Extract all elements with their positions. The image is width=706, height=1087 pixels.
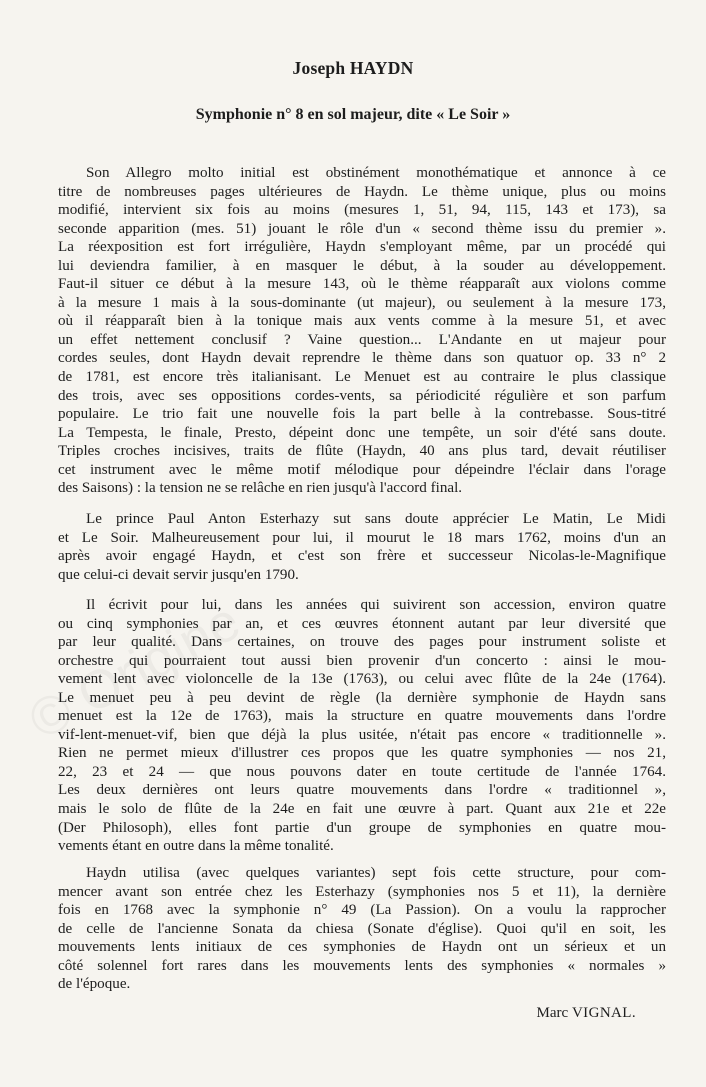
paragraph-structure bbox=[58, 864, 666, 994]
text-line: Le prince Paul Anton Esterhazy sut sans doute apprécier Le Matin, Le Midi bbox=[86, 511, 666, 527]
text-line: après avoir engagé Haydn, et c'est son frère et successeur Nicolas-le-Magnifique bbox=[58, 548, 666, 565]
text-line: vif-lent-menuet-vif, bien que déjà la plus usitée, n'était pas encore « traditionnelle ». bbox=[58, 726, 666, 743]
text-line: vements étant en outre dans la même tonalité. bbox=[58, 838, 334, 855]
text-line: La réexposition est fort irrégulière, Haydn s'employant même, par un procédé qui bbox=[58, 239, 666, 256]
text-line: seconde apparition (mes. 51) jouant le rôle d'un « second thème issu du premier ». bbox=[58, 220, 666, 237]
text-line: orchestre qui pourraient tout aussi bien provenir d'un concerto : ainsi le mou- bbox=[58, 652, 666, 669]
author-last-name: VIGNAL. bbox=[571, 1005, 636, 1021]
composer-heading: Joseph HAYDN bbox=[292, 58, 414, 78]
work-title: Symphonie n° 8 en sol majeur, dite « Le Soir » bbox=[195, 106, 511, 123]
paragraph-esterhazy bbox=[58, 510, 666, 584]
text-line: menuet est la 12e de 1763), mais la structure en quatre mouvements dans l'ordre bbox=[58, 708, 666, 725]
text-line: de celle de l'ancienne Sonata da chiesa (Sonate d'église). Quoi qu'il en soit, les bbox=[58, 920, 666, 937]
text-line: Les deux dernières ont leurs quatre mouvements dans l'ordre « traditionnel », bbox=[58, 782, 666, 799]
text-line: à la mesure 1 mais à la sous-dominante (ut majeur), ou seulement à la mesure 173, bbox=[58, 294, 666, 311]
text-line: et Le Soir. Malheureusement pour lui, il mourut le 18 mars 1762, moins d'un an bbox=[58, 529, 666, 546]
text-line: mais le solo de flûte de la 24e en fait une œuvre à part. Quant aux 21e et 22e bbox=[58, 801, 666, 818]
text-line: des trois, avec ses oppositions cordes-vents, sa périodicité régulière et son parfum bbox=[58, 387, 666, 404]
text-line: titre de nombreuses pages ultérieures de Haydn. Le thème unique, plus ou moins bbox=[58, 183, 666, 200]
text-line: Rien ne permet mieux d'illustrer ces propos que les quatre symphonies — nos 21, bbox=[58, 745, 666, 762]
text-line: un effet nettement conclusif ? Vaine question... L'Andante en ut majeur pour bbox=[58, 331, 666, 348]
text-line: populaire. Le trio fait une nouvelle fois la part belle à la contrebasse. Sous-titré bbox=[58, 406, 666, 423]
text-line: modifié, intervient six fois au moins (mesures 1, 51, 94, 115, 143 et 173), sa bbox=[58, 202, 666, 219]
text-line: mouvements lents initiaux de ces symphonies de Haydn ont un sérieux et un bbox=[58, 939, 666, 956]
text-line: cet instrument avec le même motif mélodique pour dépeindre l'éclair dans l'orage bbox=[58, 461, 666, 478]
text-line: (Der Philosoph), elles font partie d'un groupe de symphonies en quatre mou- bbox=[58, 819, 666, 836]
text-line: vement lent avec violoncelle de la 13e (1763), ou celui avec flûte de la 24e (1764). bbox=[58, 671, 666, 688]
text-line: fois en 1768 avec la symphonie n° 49 (La Passion). On a voulu la rapprocher bbox=[58, 902, 666, 919]
text-line: Triples croches incisives, traits de flûte (Haydn, 40 ans plus tard, devait réutiliser bbox=[58, 443, 666, 460]
text-line: de 1781, est encore très italianisant. Le Menuet est au contraire le plus classique bbox=[58, 369, 666, 386]
text-line: Faut-il situer ce début à la mesure 143, où le thème réapparaît aux violons comme bbox=[58, 276, 666, 293]
text-line: que celui-ci devait servir jusqu'en 1790. bbox=[58, 566, 299, 583]
text-line: Haydn utilisa (avec quelques variantes) sept fois cette structure, pour com- bbox=[86, 865, 666, 881]
paragraph-symphonies bbox=[58, 596, 666, 856]
text-line: lui deviendra familier, à en masquer le début, à la souder au développement. bbox=[58, 257, 666, 274]
text-line: mencer avant son entrée chez les Esterhazy (symphonies nos 5 et 11), la dernière bbox=[58, 883, 666, 900]
text-line: 22, 23 et 24 — que nous pouvons dater en toute certitude de l'année 1764. bbox=[58, 763, 666, 780]
text-line: des Saisons) : la tension ne se relâche en rien jusqu'à l'accord final. bbox=[58, 480, 463, 497]
text-line: Son Allegro molto initial est obstinément monothématique et annonce à ce bbox=[86, 165, 666, 181]
text-line: côté solennel fort rares dans les mouvements lents des symphonies « normales » bbox=[58, 957, 666, 974]
text-line: cordes seules, dont Haydn devait reprendre le thème dans son quatuor op. 33 n° 2 bbox=[58, 350, 666, 367]
author-first-name: Marc bbox=[536, 1005, 569, 1021]
text-line: ou cinq symphonies par an, et ces œuvres étonnent autant par leur diversité que bbox=[58, 615, 666, 632]
text-line: où il réapparaît bien à la tonique mais aux vents comme à la mesure 51, et avec bbox=[58, 313, 666, 330]
text-line: Le menuet peu à peu devint de règle (la dernière symphonie de Haydn sans bbox=[58, 689, 666, 706]
paragraph-allegro bbox=[58, 164, 666, 498]
text-line: Il écrivit pour lui, dans les années qui suivirent son accession, environ quatre bbox=[86, 597, 666, 613]
text-line: par leur qualité. Dans certaines, on trouve des pages pour instrument soliste et bbox=[58, 634, 666, 651]
text-line: La Tempesta, le finale, Presto, dépeint donc une tempête, un soir d'été sans doute. bbox=[58, 424, 666, 441]
text-line: de l'époque. bbox=[58, 976, 131, 993]
author-signature bbox=[537, 1005, 636, 1022]
